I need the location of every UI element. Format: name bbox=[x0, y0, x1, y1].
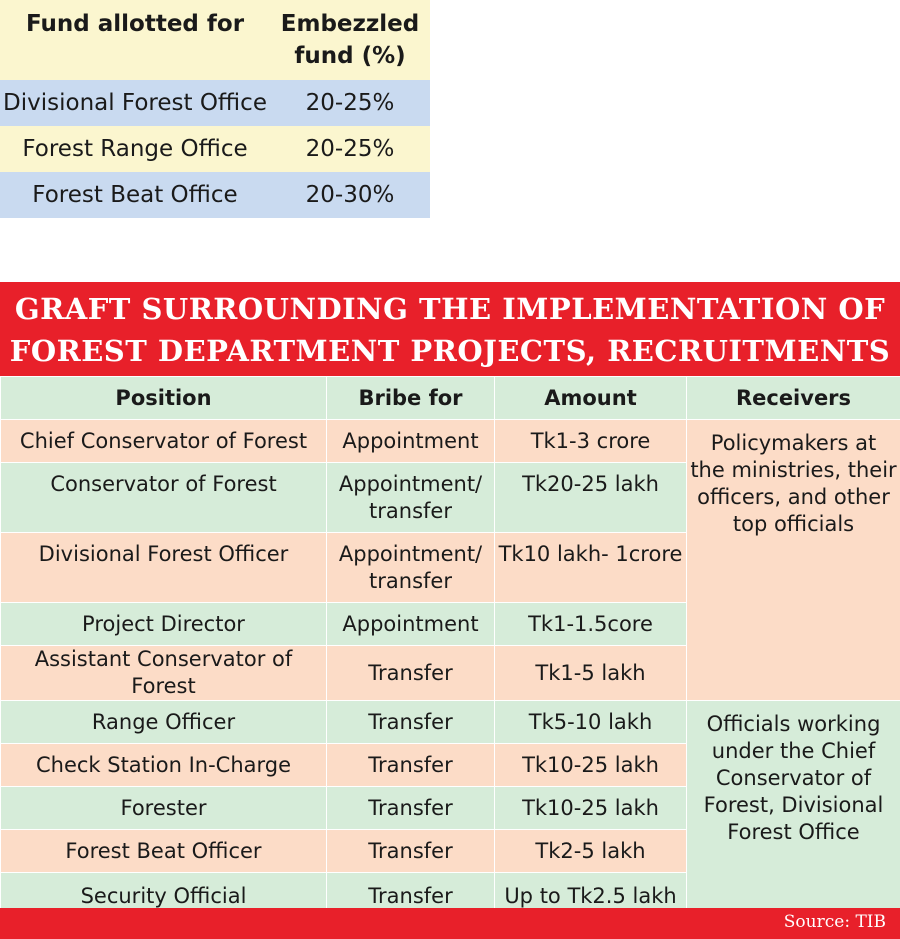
position-cell: Assistant Conservator of Forest bbox=[1, 646, 327, 701]
graft-table bbox=[0, 376, 900, 920]
amount-cell: Tk2-5 lakh bbox=[495, 830, 687, 873]
position-cell: Check Station In-Charge bbox=[1, 744, 327, 787]
bribe-line: transfer bbox=[369, 569, 452, 593]
title-banner bbox=[0, 282, 900, 376]
receivers-line: top officials bbox=[732, 512, 855, 536]
amount-cell: Tk1-1.5core bbox=[495, 603, 687, 646]
bribe-cell: Appointment bbox=[327, 420, 495, 463]
table-row bbox=[0, 80, 430, 126]
receivers-header: Receivers bbox=[687, 377, 900, 420]
position-cell: Divisional Forest Officer bbox=[1, 533, 327, 603]
bribe-cell: Transfer bbox=[327, 701, 495, 744]
position-cell: Project Director bbox=[1, 603, 327, 646]
receivers-line: Forest Office bbox=[727, 820, 860, 844]
table-row bbox=[1, 420, 900, 463]
position-header: Position bbox=[1, 377, 327, 420]
receivers-line: officers, and other bbox=[697, 485, 890, 509]
receivers-cell bbox=[687, 701, 900, 920]
amount-cell: Up to Tk2.5 lakh bbox=[495, 873, 687, 920]
embezzled-percent: 20-25% bbox=[270, 126, 430, 172]
amount-header: Amount bbox=[495, 377, 687, 420]
amount-cell: Tk10-25 lakh bbox=[495, 787, 687, 830]
bribe-cell: Appointment bbox=[327, 603, 495, 646]
receivers-line: Forest, Divisional bbox=[703, 793, 884, 817]
fund-allotted-header: Fund allotted for bbox=[0, 0, 270, 80]
receivers-line: Policymakers at bbox=[710, 431, 877, 455]
table-row bbox=[0, 126, 430, 172]
bribe-cell: Transfer bbox=[327, 646, 495, 701]
banner-title-line1: GRAFT SURROUNDING THE IMPLEMENTATION OF bbox=[14, 292, 886, 326]
header-row bbox=[1, 377, 900, 420]
position-cell: Security Official bbox=[1, 873, 327, 920]
position-cell: Chief Conservator of Forest bbox=[1, 420, 327, 463]
bribe-line: Appointment/ bbox=[338, 472, 483, 496]
amount-cell: Tk1-5 lakh bbox=[495, 646, 687, 701]
receivers-line: the ministries, their bbox=[690, 458, 897, 482]
source-credit: Source: TIB bbox=[783, 912, 886, 932]
position-cell: Range Officer bbox=[1, 701, 327, 744]
bribe-cell: Transfer bbox=[327, 830, 495, 873]
amount-cell: Tk10-25 lakh bbox=[495, 744, 687, 787]
embezzled-percent: 20-25% bbox=[270, 80, 430, 126]
office-name: Divisional Forest Office bbox=[0, 80, 270, 126]
table-row bbox=[0, 172, 430, 218]
receivers-line: under the Chief bbox=[711, 739, 876, 763]
bribe-line: transfer bbox=[369, 499, 452, 523]
bribe-cell: Transfer bbox=[327, 744, 495, 787]
bribe-line: Appointment/ bbox=[338, 542, 483, 566]
amount-cell: Tk10 lakh- 1crore bbox=[495, 533, 687, 603]
embezzled-fund-header bbox=[270, 0, 430, 80]
bribe-cell: Transfer bbox=[327, 873, 495, 920]
receivers-line: Conservator of bbox=[715, 766, 872, 790]
table-row bbox=[1, 701, 900, 744]
amount-cell: Tk5-10 lakh bbox=[495, 701, 687, 744]
bribe-for-header: Bribe for bbox=[327, 377, 495, 420]
office-name: Forest Range Office bbox=[0, 126, 270, 172]
amount-cell: Tk20-25 lakh bbox=[495, 463, 687, 533]
amount-cell: Tk1-3 crore bbox=[495, 420, 687, 463]
fund-embezzlement-table bbox=[0, 0, 430, 218]
position-cell: Conservator of Forest bbox=[1, 463, 327, 533]
office-name: Forest Beat Office bbox=[0, 172, 270, 218]
bribe-cell bbox=[327, 463, 495, 533]
receivers-cell bbox=[687, 420, 900, 701]
footer-bar bbox=[0, 908, 900, 939]
receivers-line: Officials working bbox=[706, 712, 881, 736]
embezzled-header-line2: fund (%) bbox=[294, 43, 406, 69]
position-cell: Forest Beat Officer bbox=[1, 830, 327, 873]
banner-title bbox=[0, 288, 900, 372]
bribe-cell bbox=[327, 533, 495, 603]
position-cell: Forester bbox=[1, 787, 327, 830]
bribe-cell: Transfer bbox=[327, 787, 495, 830]
embezzled-percent: 20-30% bbox=[270, 172, 430, 218]
embezzled-header-line1: Embezzled bbox=[280, 11, 420, 37]
banner-title-line2: FOREST DEPARTMENT PROJECTS, RECRUITMENTS bbox=[9, 334, 891, 368]
